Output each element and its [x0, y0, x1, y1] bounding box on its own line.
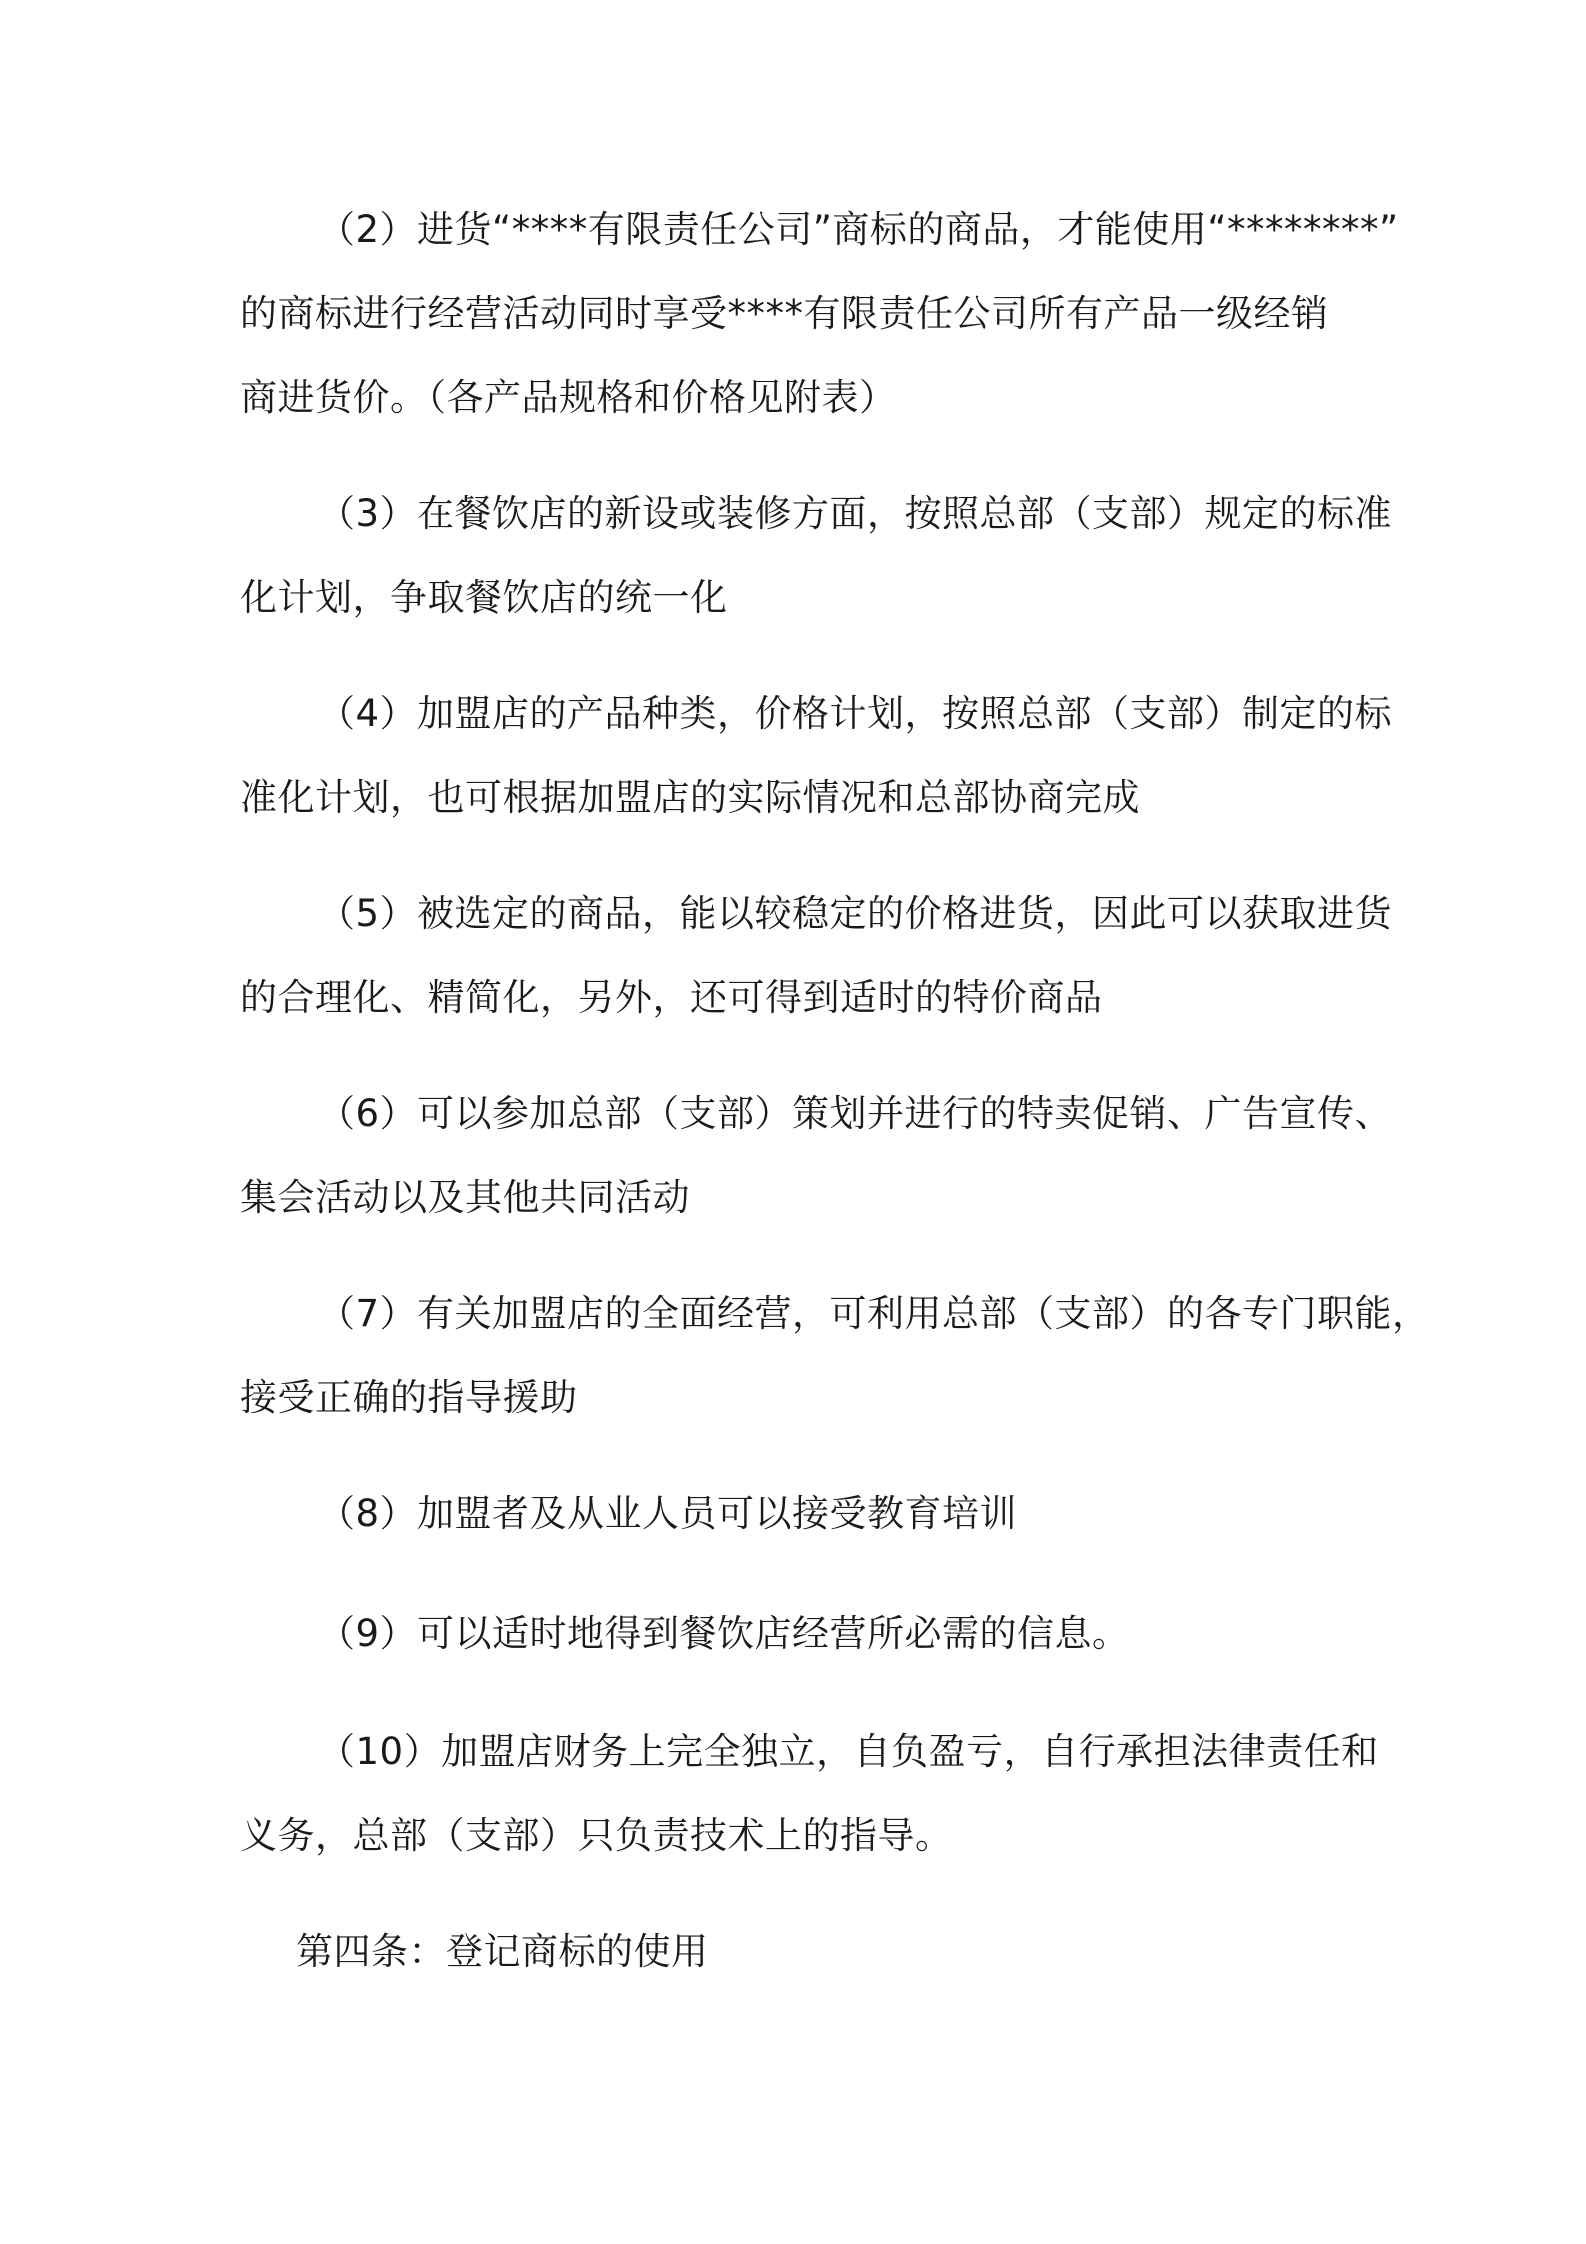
- paragraph-6: [240, 1072, 1393, 1240]
- paragraph-5: [240, 872, 1393, 1040]
- paragraph-8: [240, 1472, 1360, 1556]
- paragraph-line: 商进货价。（各产品规格和价格见附表）: [240, 376, 897, 419]
- paragraph-2: [240, 188, 1399, 440]
- paragraph-line: （7）有关加盟店的全面经营，可利用总部（支部）的各专门职能，: [318, 1292, 1430, 1335]
- paragraph-10: [240, 1710, 1379, 1878]
- paragraph-line: （6）可以参加总部（支部）策划并进行的特卖促销、广告宣传、: [318, 1092, 1393, 1135]
- paragraph-line: （4）加盟店的产品种类，价格计划，按照总部（支部）制定的标: [318, 692, 1393, 735]
- paragraph-line: （2）进货“****有限责任公司”商标的商品，才能使用“********”: [318, 208, 1399, 251]
- paragraph-line: （10）加盟店财务上完全独立，自负盈亏，自行承担法律责任和: [318, 1730, 1379, 1773]
- paragraph-line: 集会活动以及其他共同活动: [240, 1176, 690, 1219]
- paragraph-line: 化计划，争取餐饮店的统一化: [240, 576, 728, 619]
- paragraph-line: 接受正确的指导援助: [240, 1376, 578, 1419]
- paragraph-3: [240, 472, 1393, 640]
- paragraph-line: （9）可以适时地得到餐饮店经营所必需的信息。: [318, 1612, 1130, 1655]
- paragraph-line: 的合理化、精简化，另外，还可得到适时的特价商品: [240, 976, 1103, 1019]
- paragraph-line: 准化计划，也可根据加盟店的实际情况和总部协商完成: [240, 776, 1140, 819]
- paragraph-4: [240, 672, 1393, 840]
- paragraph-9: [240, 1592, 1360, 1676]
- paragraph-line: （5）被选定的商品，能以较稳定的价格进货，因此可以获取进货: [318, 892, 1393, 935]
- paragraph-line: 义务，总部（支部）只负责技术上的指导。: [240, 1814, 953, 1857]
- paragraph-line: （8）加盟者及从业人员可以接受教育培训: [318, 1492, 1018, 1535]
- paragraph-line: 的商标进行经营活动同时享受****有限责任公司所有产品一级经销: [240, 292, 1329, 335]
- paragraph-line: （3）在餐饮店的新设或装修方面，按照总部（支部）规定的标准: [318, 492, 1393, 535]
- section-heading: 第四条：登记商标的使用: [296, 1930, 709, 1973]
- paragraph-7: [240, 1272, 1430, 1440]
